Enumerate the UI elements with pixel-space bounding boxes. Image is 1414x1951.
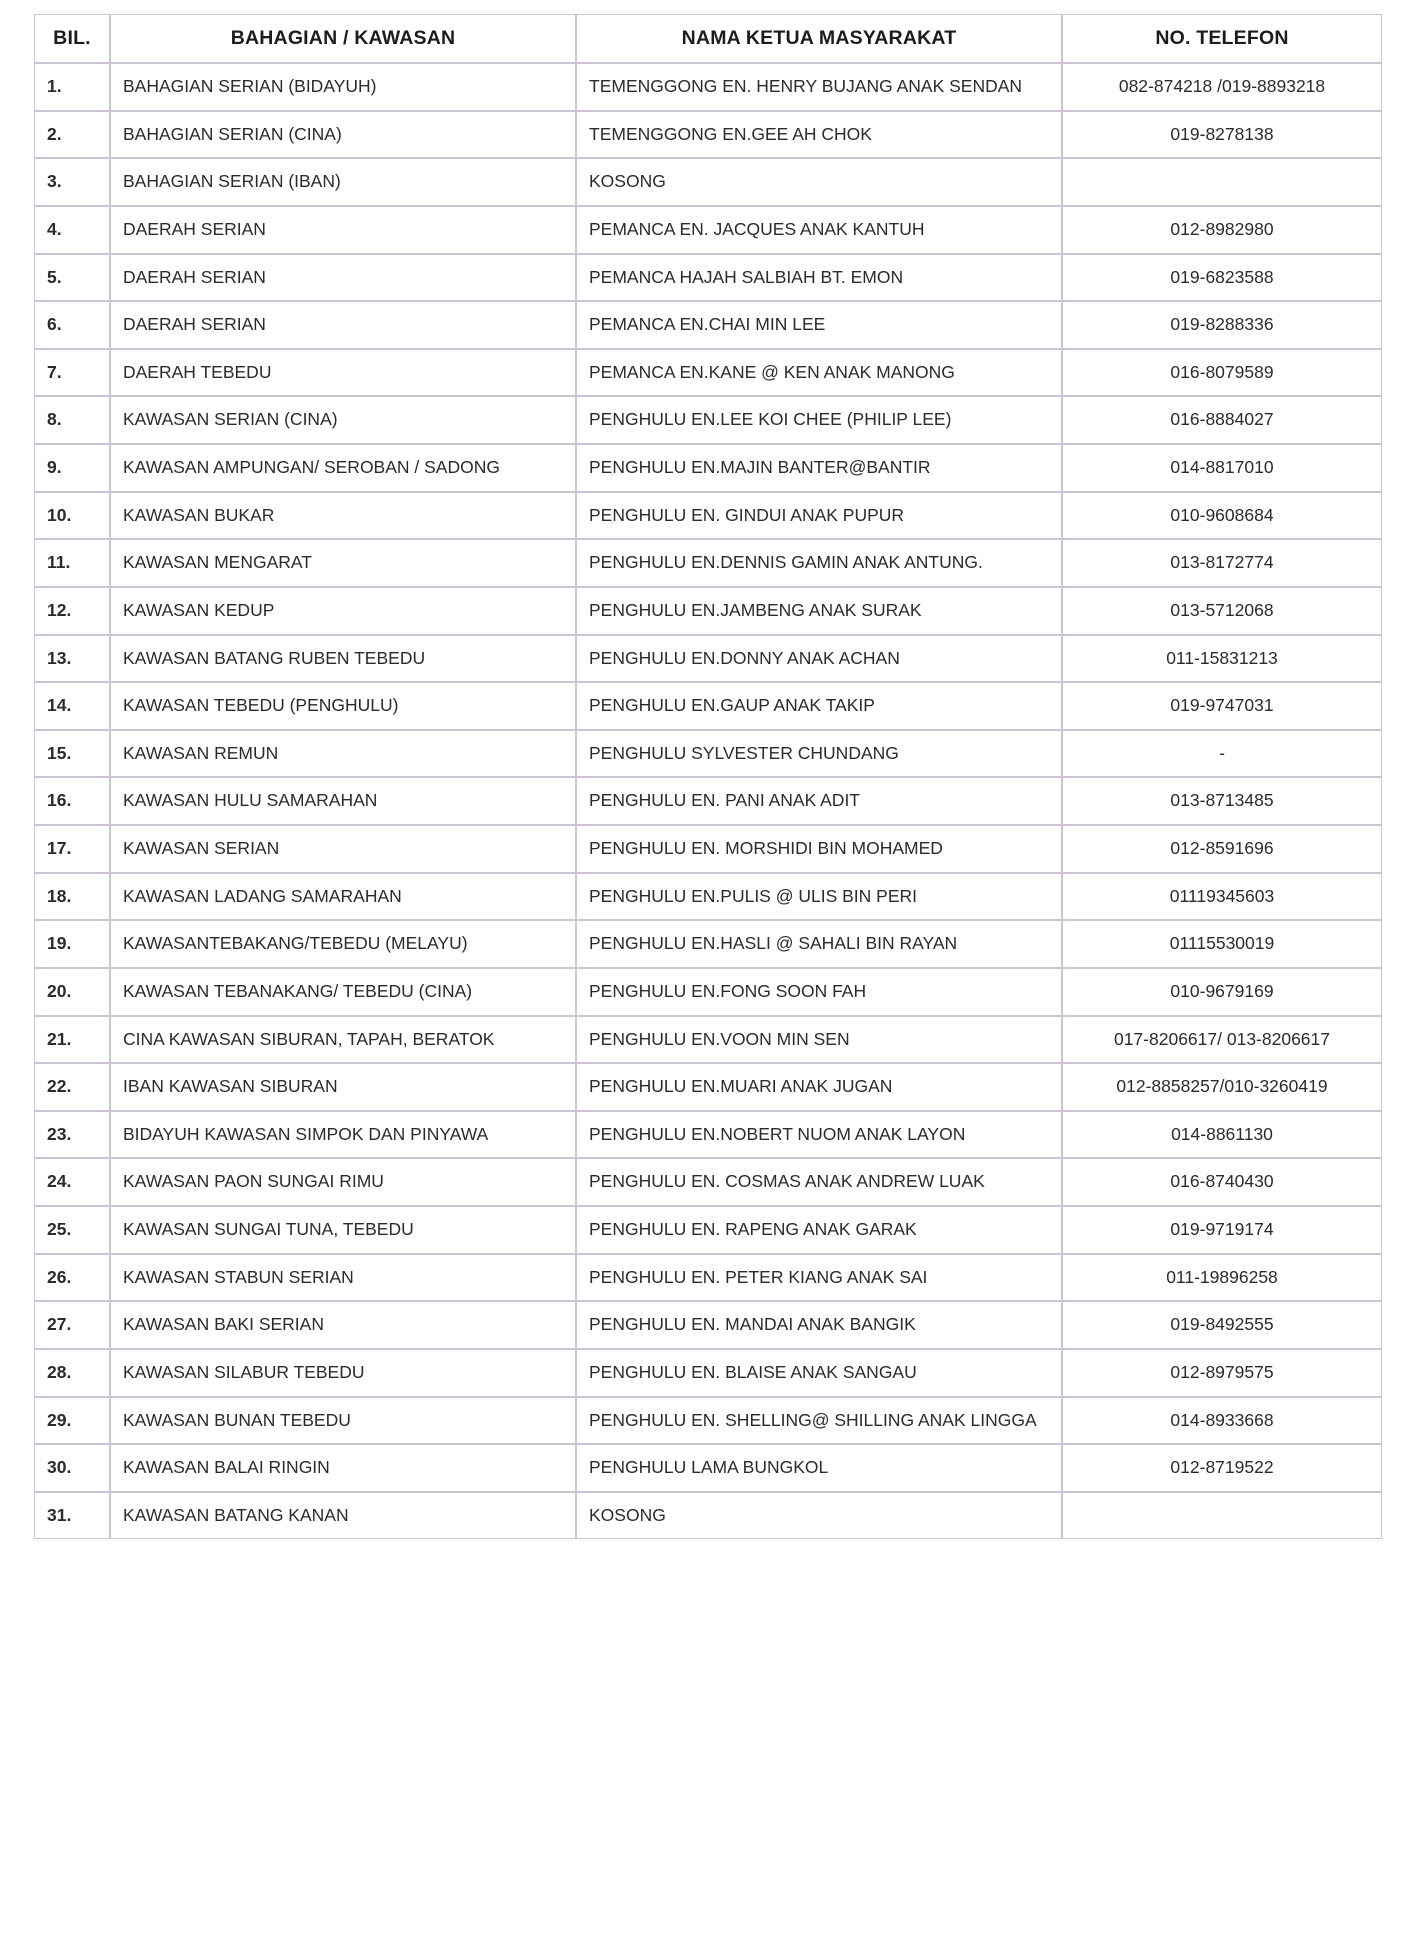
cell-area: BAHAGIAN SERIAN (BIDAYUH): [110, 63, 576, 111]
cell-bil: 6.: [34, 301, 110, 349]
table-row: [34, 1063, 1382, 1111]
cell-phone: 011-15831213: [1062, 635, 1382, 683]
cell-name: PENGHULU EN.DONNY ANAK ACHAN: [576, 635, 1062, 683]
cell-phone: 017-8206617/ 013-8206617: [1062, 1016, 1382, 1064]
column-header-phone: NO. TELEFON: [1062, 14, 1382, 63]
cell-phone: 019-8288336: [1062, 301, 1382, 349]
cell-area: KAWASAN MENGARAT: [110, 539, 576, 587]
cell-phone: 016-8740430: [1062, 1158, 1382, 1206]
cell-area: KAWASAN AMPUNGAN/ SEROBAN / SADONG: [110, 444, 576, 492]
cell-bil: 21.: [34, 1016, 110, 1064]
table-row: [34, 63, 1382, 111]
cell-area: KAWASAN REMUN: [110, 730, 576, 778]
cell-name: PENGHULU EN.MAJIN BANTER@BANTIR: [576, 444, 1062, 492]
cell-area: KAWASAN BATANG KANAN: [110, 1492, 576, 1540]
cell-name-vacant: KOSONG: [576, 1492, 1062, 1540]
cell-phone: 01115530019: [1062, 920, 1382, 968]
column-header-bil: BIL.: [34, 14, 110, 63]
cell-bil: 19.: [34, 920, 110, 968]
cell-area: KAWASAN BUKAR: [110, 492, 576, 540]
cell-area: KAWASAN SILABUR TEBEDU: [110, 1349, 576, 1397]
cell-phone: 010-9679169: [1062, 968, 1382, 1016]
column-header-area: BAHAGIAN / KAWASAN: [110, 14, 576, 63]
cell-phone: 012-8591696: [1062, 825, 1382, 873]
cell-area: KAWASAN BATANG RUBEN TEBEDU: [110, 635, 576, 683]
cell-bil: 5.: [34, 254, 110, 302]
cell-bil: 23.: [34, 1111, 110, 1159]
cell-bil: 30.: [34, 1444, 110, 1492]
cell-area: KAWASAN TEBEDU (PENGHULU): [110, 682, 576, 730]
cell-name: TEMENGGONG EN. HENRY BUJANG ANAK SENDAN: [576, 63, 1062, 111]
cell-name: PEMANCA HAJAH SALBIAH BT. EMON: [576, 254, 1062, 302]
cell-name: PENGHULU EN. RAPENG ANAK GARAK: [576, 1206, 1062, 1254]
cell-phone: 014-8933668: [1062, 1397, 1382, 1445]
cell-bil: 12.: [34, 587, 110, 635]
cell-phone: 010-9608684: [1062, 492, 1382, 540]
cell-name: PENGHULU EN.GAUP ANAK TAKIP: [576, 682, 1062, 730]
cell-bil: 1.: [34, 63, 110, 111]
cell-name: PENGHULU EN.VOON MIN SEN: [576, 1016, 1062, 1064]
cell-phone: 012-8979575: [1062, 1349, 1382, 1397]
table-row: [34, 301, 1382, 349]
cell-phone: 013-8713485: [1062, 777, 1382, 825]
cell-area: CINA KAWASAN SIBURAN, TAPAH, BERATOK: [110, 1016, 576, 1064]
table-row: [34, 777, 1382, 825]
table-row: [34, 1301, 1382, 1349]
cell-bil: 27.: [34, 1301, 110, 1349]
table-row: [34, 396, 1382, 444]
cell-name: PENGHULU EN.JAMBENG ANAK SURAK: [576, 587, 1062, 635]
cell-phone: [1062, 158, 1382, 206]
table-row: [34, 1158, 1382, 1206]
table-row: [34, 873, 1382, 921]
cell-area: KAWASANTEBAKANG/TEBEDU (MELAYU): [110, 920, 576, 968]
cell-phone: 016-8884027: [1062, 396, 1382, 444]
cell-bil: 13.: [34, 635, 110, 683]
cell-bil: 2.: [34, 111, 110, 159]
table-row: [34, 1444, 1382, 1492]
table-row: [34, 1397, 1382, 1445]
cell-area: KAWASAN HULU SAMARAHAN: [110, 777, 576, 825]
cell-name: PENGHULU EN.HASLI @ SAHALI BIN RAYAN: [576, 920, 1062, 968]
cell-bil: 28.: [34, 1349, 110, 1397]
table-row: [34, 1206, 1382, 1254]
table-body: [34, 63, 1382, 1539]
cell-area: KAWASAN BALAI RINGIN: [110, 1444, 576, 1492]
community-leaders-table: [34, 14, 1382, 1539]
table-row: [34, 492, 1382, 540]
cell-bil: 11.: [34, 539, 110, 587]
cell-bil: 29.: [34, 1397, 110, 1445]
cell-bil: 4.: [34, 206, 110, 254]
cell-name: TEMENGGONG EN.GEE AH CHOK: [576, 111, 1062, 159]
table-row: [34, 539, 1382, 587]
table-row: [34, 1492, 1382, 1540]
table-row: [34, 825, 1382, 873]
cell-name: PENGHULU EN. PETER KIANG ANAK SAI: [576, 1254, 1062, 1302]
cell-area: KAWASAN BAKI SERIAN: [110, 1301, 576, 1349]
cell-name: PEMANCA EN.KANE @ KEN ANAK MANONG: [576, 349, 1062, 397]
cell-phone: 082-874218 /019-8893218: [1062, 63, 1382, 111]
cell-phone: 012-8982980: [1062, 206, 1382, 254]
cell-area: KAWASAN TEBANAKANG/ TEBEDU (CINA): [110, 968, 576, 1016]
cell-name: PENGHULU EN.FONG SOON FAH: [576, 968, 1062, 1016]
cell-name: PENGHULU EN. MANDAI ANAK BANGIK: [576, 1301, 1062, 1349]
table-row: [34, 1254, 1382, 1302]
cell-phone: 01119345603: [1062, 873, 1382, 921]
cell-phone: -: [1062, 730, 1382, 778]
cell-bil: 18.: [34, 873, 110, 921]
cell-name: PENGHULU EN. SHELLING@ SHILLING ANAK LINGGA: [576, 1397, 1062, 1445]
cell-phone: 014-8817010: [1062, 444, 1382, 492]
cell-phone: 019-6823588: [1062, 254, 1382, 302]
cell-phone: 011-19896258: [1062, 1254, 1382, 1302]
cell-bil: 26.: [34, 1254, 110, 1302]
table-header-row: [34, 14, 1382, 63]
cell-name: PEMANCA EN.CHAI MIN LEE: [576, 301, 1062, 349]
cell-bil: 15.: [34, 730, 110, 778]
cell-name: PENGHULU EN. BLAISE ANAK SANGAU: [576, 1349, 1062, 1397]
cell-bil: 10.: [34, 492, 110, 540]
cell-phone: 013-5712068: [1062, 587, 1382, 635]
cell-bil: 22.: [34, 1063, 110, 1111]
cell-name: PENGHULU EN. PANI ANAK ADIT: [576, 777, 1062, 825]
table-row: [34, 682, 1382, 730]
cell-area: KAWASAN PAON SUNGAI RIMU: [110, 1158, 576, 1206]
cell-bil: 3.: [34, 158, 110, 206]
cell-bil: 20.: [34, 968, 110, 1016]
cell-area: KAWASAN LADANG SAMARAHAN: [110, 873, 576, 921]
cell-phone: 012-8858257/010-3260419: [1062, 1063, 1382, 1111]
cell-name: PENGHULU EN.MUARI ANAK JUGAN: [576, 1063, 1062, 1111]
cell-area: KAWASAN SUNGAI TUNA, TEBEDU: [110, 1206, 576, 1254]
table-row: [34, 587, 1382, 635]
cell-name-vacant: KOSONG: [576, 158, 1062, 206]
table-row: [34, 111, 1382, 159]
cell-name: PENGHULU EN.NOBERT NUOM ANAK LAYON: [576, 1111, 1062, 1159]
cell-phone: 019-8278138: [1062, 111, 1382, 159]
table-row: [34, 206, 1382, 254]
cell-bil: 31.: [34, 1492, 110, 1540]
table-row: [34, 444, 1382, 492]
table-row: [34, 920, 1382, 968]
column-header-name: NAMA KETUA MASYARAKAT: [576, 14, 1062, 63]
cell-area: KAWASAN SERIAN: [110, 825, 576, 873]
cell-area: DAERAH SERIAN: [110, 301, 576, 349]
cell-phone: 016-8079589: [1062, 349, 1382, 397]
cell-bil: 7.: [34, 349, 110, 397]
table-row: [34, 635, 1382, 683]
table-row: [34, 349, 1382, 397]
cell-name: PENGHULU EN.LEE KOI CHEE (PHILIP LEE): [576, 396, 1062, 444]
cell-area: KAWASAN BUNAN TEBEDU: [110, 1397, 576, 1445]
cell-name: PENGHULU EN. GINDUI ANAK PUPUR: [576, 492, 1062, 540]
table-row: [34, 1111, 1382, 1159]
cell-name: PEMANCA EN. JACQUES ANAK KANTUH: [576, 206, 1062, 254]
cell-area: DAERAH TEBEDU: [110, 349, 576, 397]
cell-area: KAWASAN STABUN SERIAN: [110, 1254, 576, 1302]
cell-area: DAERAH SERIAN: [110, 206, 576, 254]
cell-bil: 14.: [34, 682, 110, 730]
cell-bil: 9.: [34, 444, 110, 492]
cell-bil: 25.: [34, 1206, 110, 1254]
table-row: [34, 1016, 1382, 1064]
cell-name: PENGHULU LAMA BUNGKOL: [576, 1444, 1062, 1492]
cell-area: BIDAYUH KAWASAN SIMPOK DAN PINYAWA: [110, 1111, 576, 1159]
cell-phone: 013-8172774: [1062, 539, 1382, 587]
table-header: [34, 14, 1382, 63]
cell-name: PENGHULU SYLVESTER CHUNDANG: [576, 730, 1062, 778]
cell-bil: 16.: [34, 777, 110, 825]
cell-area: BAHAGIAN SERIAN (IBAN): [110, 158, 576, 206]
cell-bil: 17.: [34, 825, 110, 873]
cell-name: PENGHULU EN.PULIS @ ULIS BIN PERI: [576, 873, 1062, 921]
cell-area: BAHAGIAN SERIAN (CINA): [110, 111, 576, 159]
cell-phone: 019-8492555: [1062, 1301, 1382, 1349]
table-row: [34, 730, 1382, 778]
cell-phone: [1062, 1492, 1382, 1540]
cell-name: PENGHULU EN. COSMAS ANAK ANDREW LUAK: [576, 1158, 1062, 1206]
table-row: [34, 158, 1382, 206]
cell-phone: 019-9719174: [1062, 1206, 1382, 1254]
cell-name: PENGHULU EN. MORSHIDI BIN MOHAMED: [576, 825, 1062, 873]
cell-area: DAERAH SERIAN: [110, 254, 576, 302]
cell-phone: 019-9747031: [1062, 682, 1382, 730]
cell-phone: 012-8719522: [1062, 1444, 1382, 1492]
cell-area: KAWASAN KEDUP: [110, 587, 576, 635]
cell-area: IBAN KAWASAN SIBURAN: [110, 1063, 576, 1111]
table-row: [34, 1349, 1382, 1397]
cell-bil: 24.: [34, 1158, 110, 1206]
cell-name: PENGHULU EN.DENNIS GAMIN ANAK ANTUNG.: [576, 539, 1062, 587]
table-row: [34, 254, 1382, 302]
cell-bil: 8.: [34, 396, 110, 444]
table-row: [34, 968, 1382, 1016]
cell-area: KAWASAN SERIAN (CINA): [110, 396, 576, 444]
cell-phone: 014-8861130: [1062, 1111, 1382, 1159]
